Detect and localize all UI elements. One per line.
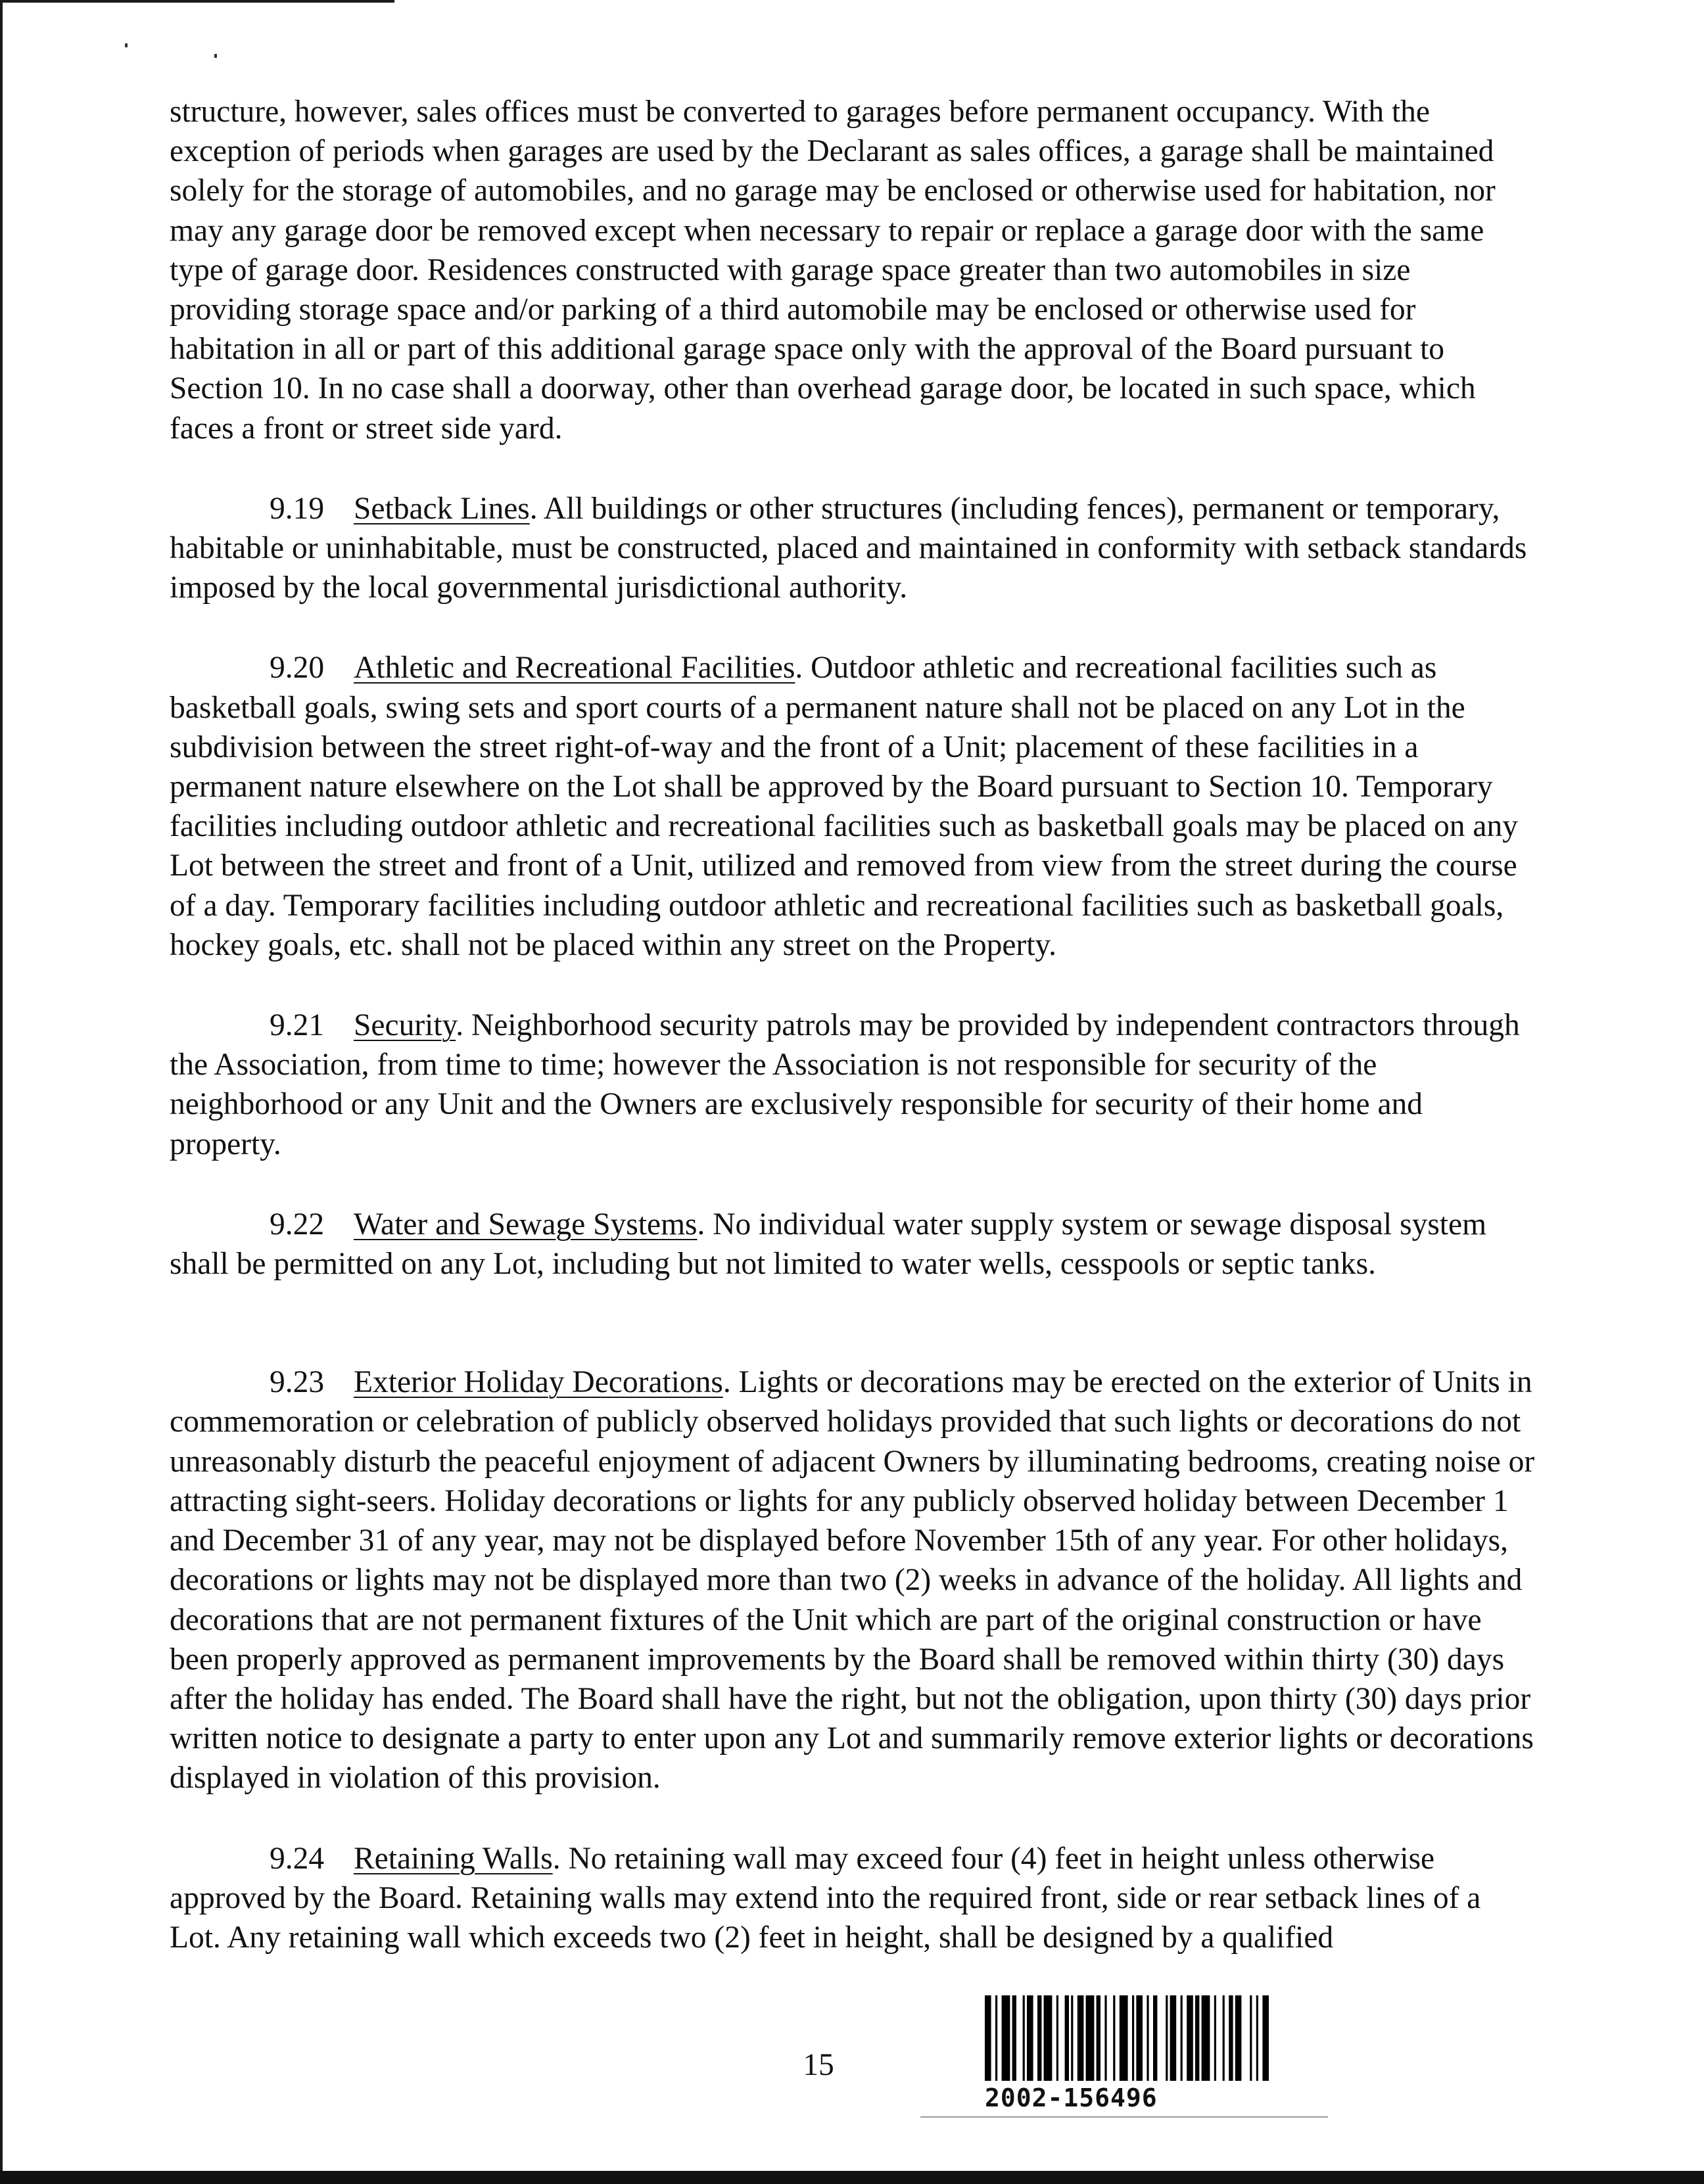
barcode-bar xyxy=(1027,1995,1033,2081)
barcode-bar xyxy=(1120,1995,1128,2081)
section-number: 9.20 xyxy=(270,651,325,685)
section-body: No individual water supply system or sewage disposal system shall be permitted on any Lot, including but not limited to water wells, cesspools or septic tanks. xyxy=(170,1207,1487,1282)
barcode-bar xyxy=(1166,1995,1168,2081)
barcode-bar xyxy=(1223,1995,1225,2081)
section-number: 9.19 xyxy=(270,491,325,526)
barcode-bar xyxy=(1229,1995,1233,2081)
barcode-bar xyxy=(1113,1995,1115,2081)
barcode-bar xyxy=(1235,1995,1242,2081)
section-number: 9.22 xyxy=(270,1207,325,1242)
barcode-bar xyxy=(1012,1995,1016,2081)
barcode-bar xyxy=(1136,1995,1143,2081)
section-9-22: 9.22 Water and Sewage Systems. No individual water supply system or sewage disposal system shall be permitted on any Lot, including but not limited to water wells, cesspools or septic tanks. xyxy=(170,1205,1536,1284)
barcode xyxy=(985,1995,1287,2081)
barcode-bar xyxy=(1037,1995,1041,2081)
section-heading: Water and Sewage Systems xyxy=(354,1207,698,1242)
barcode-bar xyxy=(1256,1995,1258,2081)
barcode-bar xyxy=(1077,1995,1084,2081)
barcode-bar xyxy=(1056,1995,1058,2081)
scan-edge-top xyxy=(0,0,394,3)
section-9-20: 9.20 Athletic and Recreational Facilities. Outdoor athletic and recreational facilities such as basketball goals, swing sets and sport courts of a permanent nature shall not be placed on any Lot in the subdivision between the street right-of-way and the front of a Unit; placement of these facilities in a permanent nature elsewhere on the Lot shall be approved by the Board pursuant to Section 10. Temporary facilities including outdoor athletic and recreational facilities such as basketball goals may be placed on any Lot between the street and front of a Unit, utilized and removed from view from the street during the course of a day. Temporary facilities including outdoor athletic and recreational facilities such as basketball goals, hockey goals, etc. shall not be placed within any street on the Property. xyxy=(170,648,1536,965)
scan-speck xyxy=(214,54,217,58)
section-heading: Exterior Holiday Decorations xyxy=(354,1365,723,1400)
barcode-underline xyxy=(920,2116,1328,2118)
section-heading: Setback Lines xyxy=(354,491,530,526)
section-number: 9.23 xyxy=(270,1365,325,1400)
barcode-bar xyxy=(1262,1995,1269,2081)
section-heading: Security xyxy=(354,1008,456,1043)
section-body: Lights or decorations may be erected on the exterior of Units in commemoration or celebration of publicly observed holidays provided that such lights or decorations do not unreasonably disturb the peaceful enjoyment of adjacent Owners by illuminating bedrooms, creating noise or attracting sight-seers. Holiday decorations or lights for any publicly observed holiday between December 1 and December 31 of any year, may not be displayed before November 15th of any year. For other holidays, decorations or lights may not be displayed more than two (2) weeks in advance of the holiday. All lights and decorations that are not permanent fixtures of the Unit which are part of the original construction or have been properly approved as permanent improvements by the Board shall be removed within thirty (30) days after the holiday has ended. The Board shall have the right, but not the obligation, upon thirty (30) days prior written notice to designate a party to enter upon any Lot and summarily remove exterior lights or decorations displayed in violation of this provision. xyxy=(170,1365,1535,1796)
section-heading: Retaining Walls xyxy=(354,1841,553,1876)
barcode-bar xyxy=(1170,1995,1177,2081)
intro-paragraph: structure, however, sales offices must be converted to garages before permanent occupancy. With the exception of periods when garages are used by the Declarant as sales offices, a garage shall be maintained solely for the storage of automobiles, and no garage may be enclosed or otherwise used for habitation, nor may any garage door be removed except when necessary to repair or replace a garage door with the same type of garage door. Residences constructed with garage space greater than two automobiles in size providing storage space and/or parking of a third automobile may be enclosed or otherwise used for habitation in all or part of this additional garage space only with the approval of the Board pursuant to Section 10. In no case shall a doorway, other than overhead garage door, be located in such space, which faces a front or street side yard. xyxy=(170,95,1496,446)
barcode-bar xyxy=(1104,1995,1106,2081)
barcode-bar xyxy=(1023,1995,1025,2081)
barcode-bar xyxy=(1187,1995,1193,2081)
document-body xyxy=(170,92,1536,1957)
barcode-bar xyxy=(1214,1995,1216,2081)
section-number: 9.24 xyxy=(270,1841,325,1876)
barcode-bar xyxy=(1086,1995,1095,2081)
barcode-bar xyxy=(1153,1995,1157,2081)
barcode-bar xyxy=(985,1995,991,2081)
barcode-bar xyxy=(995,1995,997,2081)
section-heading: Athletic and Recreational Facilities xyxy=(354,651,795,685)
section-9-19: 9.19 Setback Lines. All buildings or other structures (including fences), permanent or temporary, habitable or uninhabitable, must be constructed, placed and maintained in conformity with setback standards imposed by the local governmental jurisdictional authority. xyxy=(170,489,1536,608)
barcode-bar xyxy=(1202,1995,1210,2081)
section-9-23: 9.23 Exterior Holiday Decorations. Lights or decorations may be erected on the exterior of Units in commemoration or celebration of publicly observed holidays provided that such lights or decorations do not unreasonably disturb the peaceful enjoyment of adjacent Owners by illuminating bedrooms, creating noise or attracting sight-seers. Holiday decorations or lights for any publicly observed holiday between December 1 and December 31 of any year, may not be displayed before November 15th of any year. For other holidays, decorations or lights may not be displayed more than two (2) weeks in advance of the holiday. All lights and decorations that are not permanent fixtures of the Unit which are part of the original construction or have been properly approved as permanent improvements by the Board shall be removed within thirty (30) days after the holiday has ended. The Board shall have the right, but not the obligation, upon thirty (30) days prior written notice to designate a party to enter upon any Lot and summarily remove exterior lights or decorations displayed in violation of this provision. xyxy=(170,1362,1536,1798)
barcode-bar xyxy=(1071,1995,1073,2081)
section-body: Outdoor athletic and recreational facilities such as basketball goals, swing sets and sport courts of a permanent nature shall not be placed on any Lot in the subdivision between the street right-of-way and the front of a Unit; placement of these facilities in a permanent nature elsewhere on the Lot shall be approved by the Board pursuant to Section 10. Temporary facilities including outdoor athletic and recreational facilities such as basketball goals may be placed on any Lot between the street and front of a Unit, utilized and removed from view from the street during the course of a day. Temporary facilities including outdoor athletic and recreational facilities such as basketball goals, hockey goals, etc. shall not be placed within any street on the Property. xyxy=(170,651,1519,962)
barcode-bar xyxy=(1250,1995,1252,2081)
barcode-label: 2002-156496 xyxy=(985,2083,1158,2112)
section-body: Neighborhood security patrols may be provided by independent contractors through the Association, from time to time; however the Association is not responsible for security of the neighborhood or any Unit and the Owners are exclusively responsible for security of their home and property. xyxy=(170,1008,1520,1161)
scan-edge-bottom xyxy=(0,2171,1704,2184)
section-body: All buildings or other structures (including fences), permanent or temporary, habitable or uninhabitable, must be constructed, placed and maintained in conformity with setback standards imposed by the local governmental jurisdictional authority. xyxy=(170,491,1527,605)
barcode-bar xyxy=(1147,1995,1148,2081)
barcode-bar xyxy=(1097,1995,1100,2081)
barcode-bar xyxy=(1044,1995,1053,2081)
page-number: 15 xyxy=(803,2048,834,2082)
barcode-bar xyxy=(1132,1995,1134,2081)
scan-speck xyxy=(125,43,128,47)
barcode-bar xyxy=(1181,1995,1183,2081)
section-number: 9.21 xyxy=(270,1008,325,1043)
section-9-21: 9.21 Security. Neighborhood security patrols may be provided by independent contractors through the Association, from time to time; however the Association is not responsible for security of the neighborhood or any Unit and the Owners are exclusively responsible for security of their home and property. xyxy=(170,1006,1536,1164)
barcode-bar xyxy=(1195,1995,1199,2081)
section-9-24: 9.24 Retaining Walls. No retaining wall may exceed four (4) feet in height unless otherwise approved by the Board. Retaining walls may extend into the required front, side or rear setback lines of a Lot. Any retaining wall which exceeds two (2) feet in height, shall be designed by a qualified xyxy=(170,1839,1536,1958)
scan-edge-left xyxy=(0,0,3,2184)
barcode-bar xyxy=(1065,1995,1069,2081)
barcode-bar xyxy=(1002,1995,1010,2081)
section-body: No retaining wall may exceed four (4) feet in height unless otherwise approved by the Board. Retaining walls may extend into the required front, side or rear setback lines of a Lot. Any retaining wall which exceeds two (2) feet in height, shall be designed by a qualified xyxy=(170,1841,1481,1955)
